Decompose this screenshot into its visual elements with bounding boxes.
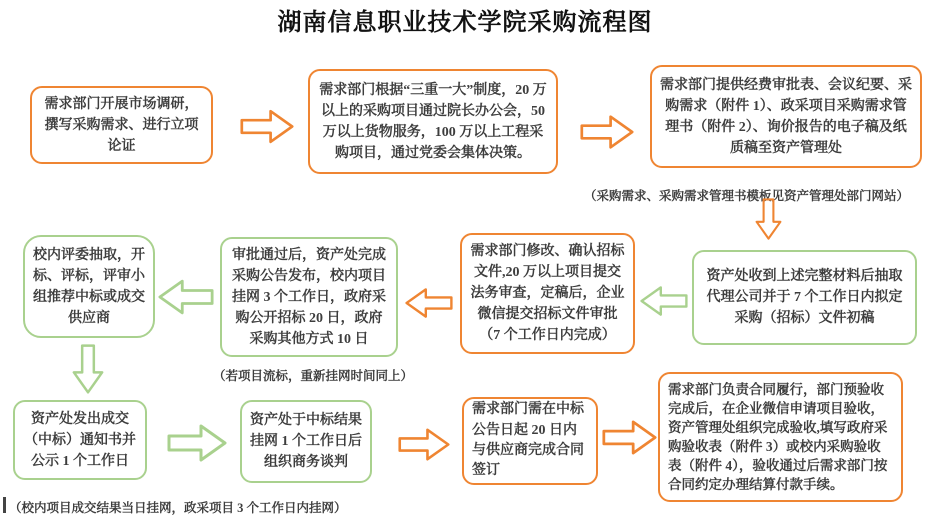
flow-box-acceptance-payment: [658, 372, 903, 502]
flow-box-confirm-documents: [460, 233, 635, 354]
note-rebid: （若项目流标，重新挂网时间同上）: [213, 369, 414, 383]
arrow-left-icon: [640, 281, 688, 321]
flow-box-announcement-text: 审批通过后，资产处完成采购公告发布，校内项目挂网 3 个工作日，政府采购公开招标 20 日，政府采购其他方式 10 日: [232, 247, 386, 347]
flow-box-decision-system-text: 需求部门根据“三重一大”制度，20 万以上的采购项目通过院长办公会，50 万以上货物服务，100 万以上工程采购项目，通过党委会集体决策。: [319, 82, 547, 161]
flow-box-draft-documents: [692, 250, 917, 345]
flow-box-draft-documents-text: 资产处收到上述完整材料后抽取代理公司并于 7 个工作日内拟定采购（招标）文件初稿: [706, 269, 903, 326]
flow-box-evaluation-text: 校内评委抽取，开标、评标，评审小组推荐中标或成交供应商: [33, 247, 145, 326]
flow-box-submit-materials: [650, 65, 922, 168]
page-title: 湖南信息职业技术学院采购流程图: [277, 10, 653, 36]
flow-box-business-negotiation-text: 资产处于中标结果挂网 1 个工作日后组织商务谈判: [250, 413, 362, 470]
arrow-down-icon: [749, 198, 788, 240]
flow-box-decision-system: [308, 69, 558, 174]
arrow-right-icon: [578, 114, 636, 150]
flow-box-market-research: [30, 86, 213, 164]
arrow-down-icon: [68, 344, 108, 394]
arrow-right-icon: [602, 419, 657, 456]
note-posting-time: （校内项目成交结果当日挂网，政采项目 3 个工作日内挂网）: [9, 501, 347, 515]
flow-box-award-notice-text: 资产处发出成交（中标）通知书并公示 1 个工作日: [24, 411, 136, 469]
flow-box-business-negotiation: [240, 400, 372, 483]
arrow-left-icon: [158, 277, 214, 317]
flow-box-acceptance-payment-text: 需求部门负责合同履行，部门预验收完成后，在企业微信申请项目验收，资产管理处组织完成验收,填写政府采购验收表（附件 3）或校内采购验收表（附件 4），验收通过后需求部门按合同约定办理结算付款手续。: [668, 381, 888, 493]
flow-box-market-research-text: 需求部门开展市场调研，撰写采购需求、进行立项论证: [44, 96, 199, 154]
flow-box-announcement: [220, 237, 398, 357]
arrow-left-icon: [405, 283, 453, 323]
note-materials-template: （采购需求、采购需求管理书模板见资产管理处部门网站）: [584, 189, 910, 203]
arrow-right-icon: [240, 108, 294, 145]
arrow-right-icon: [398, 424, 450, 465]
flow-box-evaluation: [23, 235, 155, 338]
flow-box-award-notice: [13, 400, 147, 480]
flow-box-confirm-documents-text: 需求部门修改、确认招标文件,20 万以上项目提交法务审查，定稿后，企业微信提交招标文件审批（7 个工作日内完成）: [470, 244, 625, 343]
text-cursor-bar: [3, 497, 6, 513]
flow-box-contract-signing: [462, 397, 598, 485]
flow-box-submit-materials-text: 需求部门提供经费审批表、会议纪要、采购需求（附件 1）、政采项目采购需求管理书（附件 2）、询价报告的电子稿及纸质稿至资产管理处: [660, 77, 912, 156]
arrow-right-icon: [167, 423, 227, 463]
flow-box-contract-signing-text: 需求部门需在中标公告日起 20 日内与供应商完成合同签订: [472, 402, 584, 479]
